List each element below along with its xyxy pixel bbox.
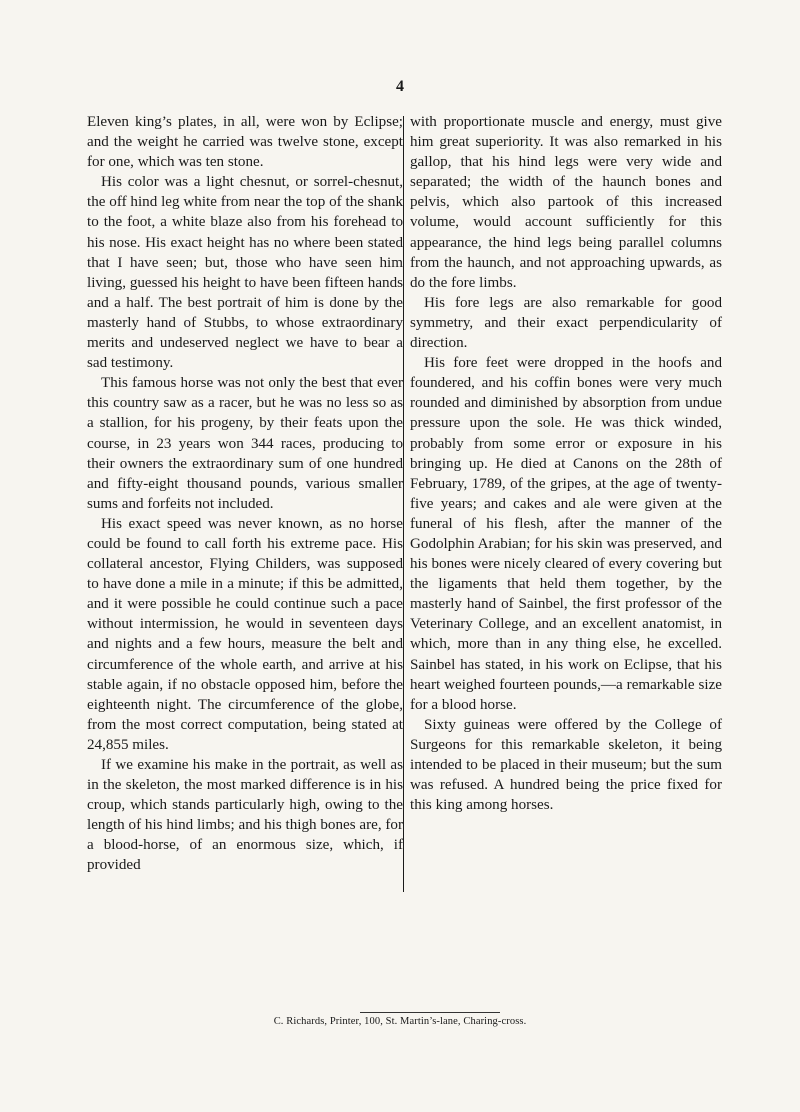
left-column bbox=[87, 112, 403, 876]
paragraph: If we examine his make in the portrait, as well as in the skeleton, the most marked difference is in his croup, which stands particularly high, owing to the length of his hind limbs; and his thigh bones are, for a blood-horse, of an enormous size, which, if provided bbox=[87, 757, 403, 874]
column-divider bbox=[403, 116, 404, 892]
paragraph: Sixty guineas were offered by the College of Surgeons for this remarkable skeleton, it being intended to be placed in their museum; but the sum was refused. A hundred being the price fixed for this king among horses. bbox=[410, 716, 722, 814]
paragraph: This famous horse was not only the best that ever this country saw as a racer, but he was no less so as a stallion, for his progeny, by their feats upon the course, in 23 years won 344 races, producing to their owners the extraordinary sum of one hundred and fifty-eight thousand pounds, various smaller sums and forfeits not included. bbox=[87, 375, 403, 512]
paragraph: with proportionate muscle and energy, must give him great superiority. It was also remarked in his gallop, that his hind legs were very wide and separated; the width of the haunch bones and pelvis, which also partook of this increased volume, would account sufficiently for this appearance, the hind legs being parallel columns from the haunch, and not approaching upwards, as do the fore limbs. bbox=[410, 114, 722, 291]
page-number: 4 bbox=[396, 78, 404, 95]
right-column bbox=[410, 112, 722, 815]
paragraph: His fore feet were dropped in the hoofs and foundered, and his coffin bones were very much rounded and diminished by absorption from undue pressure upon the sole. He was thick winded, probably from some error or exposure in his bringing up. He died at Canons on the 28th of February, 1789, of the gripes, at the age of twenty-five years; and cakes and ale were given at the funeral of his flesh, after the manner of the Godolphin Arabian; for his skin was preserved, and his bones were nicely cleared of every covering but the ligaments that held them together, by the masterly hand of Sainbel, the first professor of the Veterinary College, and an excellent anatomist, in which, more than in any thing else, he excelled. Sainbel has stated, in his work on Eclipse, that his heart weighed fourteen pounds,—a remarkable size for a blood horse. bbox=[410, 355, 722, 713]
paragraph: His exact speed was never known, as no horse could be found to call forth his extreme pace. His collateral ancestor, Flying Childers, was supposed to have done a mile in a minute; if this be admitted, and it were possible he could continue such a pace without intermission, he would in seventeen days and nights and a few hours, measure the belt and circumference of the whole earth, and arrive at his stable again, if no obstacle opposed him, before the eighteenth night. The circumference of the globe, from the most correct computation, being stated at 24,855 miles. bbox=[87, 515, 403, 753]
paragraph: Eleven king’s plates, in all, were won by Eclipse; and the weight he carried was twelve stone, except for one, which was ten stone. bbox=[87, 114, 403, 171]
footer-rule bbox=[360, 1012, 500, 1013]
paragraph: His fore legs are also remarkable for good symmetry, and their exact perpendicularity of direction. bbox=[410, 294, 722, 352]
paragraph: His color was a light chesnut, or sorrel-chesnut, the off hind leg white from near the top of the shank to the foot, a white blaze also from his forehead to his nose. His exact height has no where been stated that I have seen; but, those who have seen him living, guessed his height to have been fifteen hands and a half. The best portrait of him is done by the masterly hand of Stubbs, to whose extraordinary merits and undeserved neglect we have to bear a sad testimony. bbox=[87, 174, 403, 372]
printer-imprint: C. Richards, Printer, 100, St. Martin’s-lane, Charing-cross. bbox=[273, 1016, 527, 1027]
